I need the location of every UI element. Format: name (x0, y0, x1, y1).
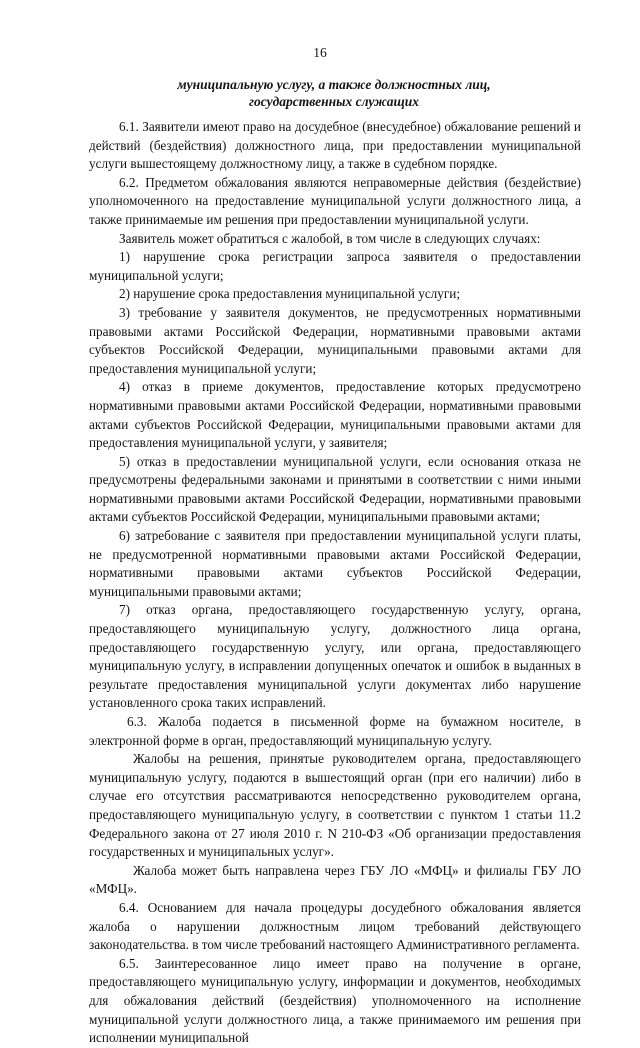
paragraph-case-3: 3) требование у заявителя документов, не предусмотренных нормативными правовыми актами Российской Федерации, нормативными правовыми актами субъектов Российской Федерации, муниципальными правовыми актами для предоставления муниципальной услуги; (89, 304, 581, 376)
paragraph-6-2: 6.2. Предметом обжалования являются неправомерные действия (бездействие) уполномоченного на предоставление муниципальной услуги должностного лица, а также принимаемые им решения при предоставлении муниципальной услуги. (89, 174, 581, 227)
heading-line-1: муниципальную услугу, а также должностных лиц, (177, 77, 491, 92)
heading-line-2: государственных служащих (249, 94, 419, 109)
page-number: 16 (313, 45, 327, 60)
paragraph-case-5: 5) отказ в предоставлении муниципальной услуги, если основания отказа не предусмотрены федеральными законами и принятыми в соответствии с ними иными нормативными правовыми актами Российской Федерации, нормативными правовыми актами субъектов Российской Федерации, муниципальными правовыми актами; (89, 453, 581, 525)
paragraph-mfc: Жалоба может быть направлена через ГБУ ЛО «МФЦ» и филиалы ГБУ ЛО «МФЦ». (89, 862, 581, 897)
paragraph-complaints-head: Жалобы на решения, принятые руководителем органа, предоставляющего муниципальную услугу, подаются в вышестоящий орган (при его наличии) либо в случае его отсутствия рассматриваются непосредственно руководителем органа, предоставляющего муниципальную услугу, в соответствии с пунктом 1 статьи 11.2 Федерального закона от 27 июля 2010 г. N 210-ФЗ «Об организации предоставления государственных и муниципальных услуг». (89, 751, 581, 860)
paragraph-case-4: 4) отказ в приеме документов, предоставление которых предусмотрено нормативными правовыми актами Российской Федерации, нормативными правовыми актами субъектов Российской Федерации, муниципальными правовыми актами для предоставления муниципальной услуги, у заявителя; (89, 379, 581, 451)
paragraph-6-4: 6.4. Основанием для начала процедуры досудебного обжалования является жалоба о нарушении должностным лицом требований действующего законодательства. в том числе требований настоящего Административного регламента. (89, 899, 581, 953)
section-heading (96, 76, 572, 110)
paragraph-case-6: 6) затребование с заявителя при предоставлении муниципальной услуги платы, не предусмотренной нормативными правовыми актами Российской Федерации, нормативными правовыми актами субъектов Российской Федерации, муниципальными правовыми актами; (89, 528, 581, 599)
paragraph-case-1: 1) нарушение срока регистрации запроса заявителя о предоставлении муниципальной услуги; (89, 249, 581, 283)
paragraph-case-7: 7) отказ органа, предоставляющего государственную услугу, органа, предоставляющего муниципальную услугу, должностного лица органа, предоставляющего государственную услугу, или органа, предоставляющего муниципальную услугу, в исправлении допущенных опечаток и ошибок в выданных в результате предоставления муниципальной услуги документах либо нарушение установленного срока таких исправлений. (89, 602, 581, 711)
paragraph-6-3: 6.3. Жалоба подается в письменной форме на бумажном носителе, в электронной форме в орган, предоставляющий муниципальную услугу. (89, 714, 581, 748)
paragraph-cases-intro: Заявитель может обратиться с жалобой, в том числе в следующих случаях: (119, 230, 541, 246)
paragraph-case-2: 2) нарушение срока предоставления муниципальной услуги; (119, 286, 460, 302)
paragraph-6-5: 6.5. Заинтересованное лицо имеет право на получение в органе, предоставляющего муниципальную услугу, информации и документов, необходимых для обжалования действий (бездействия) уполномоченного на исполнение муниципальной услуги должностного лица, а также принимаемого им решения при исполнении муниципальной (89, 955, 581, 1046)
paragraph-6-1: 6.1. Заявители имеют право на досудебное (внесудебное) обжалование решений и действий (бездействия) должностного лица, при предоставлении муниципальной услуги вышестоящему должностному лицу, а также в судебном порядке. (89, 119, 581, 172)
body-text (89, 118, 581, 1048)
